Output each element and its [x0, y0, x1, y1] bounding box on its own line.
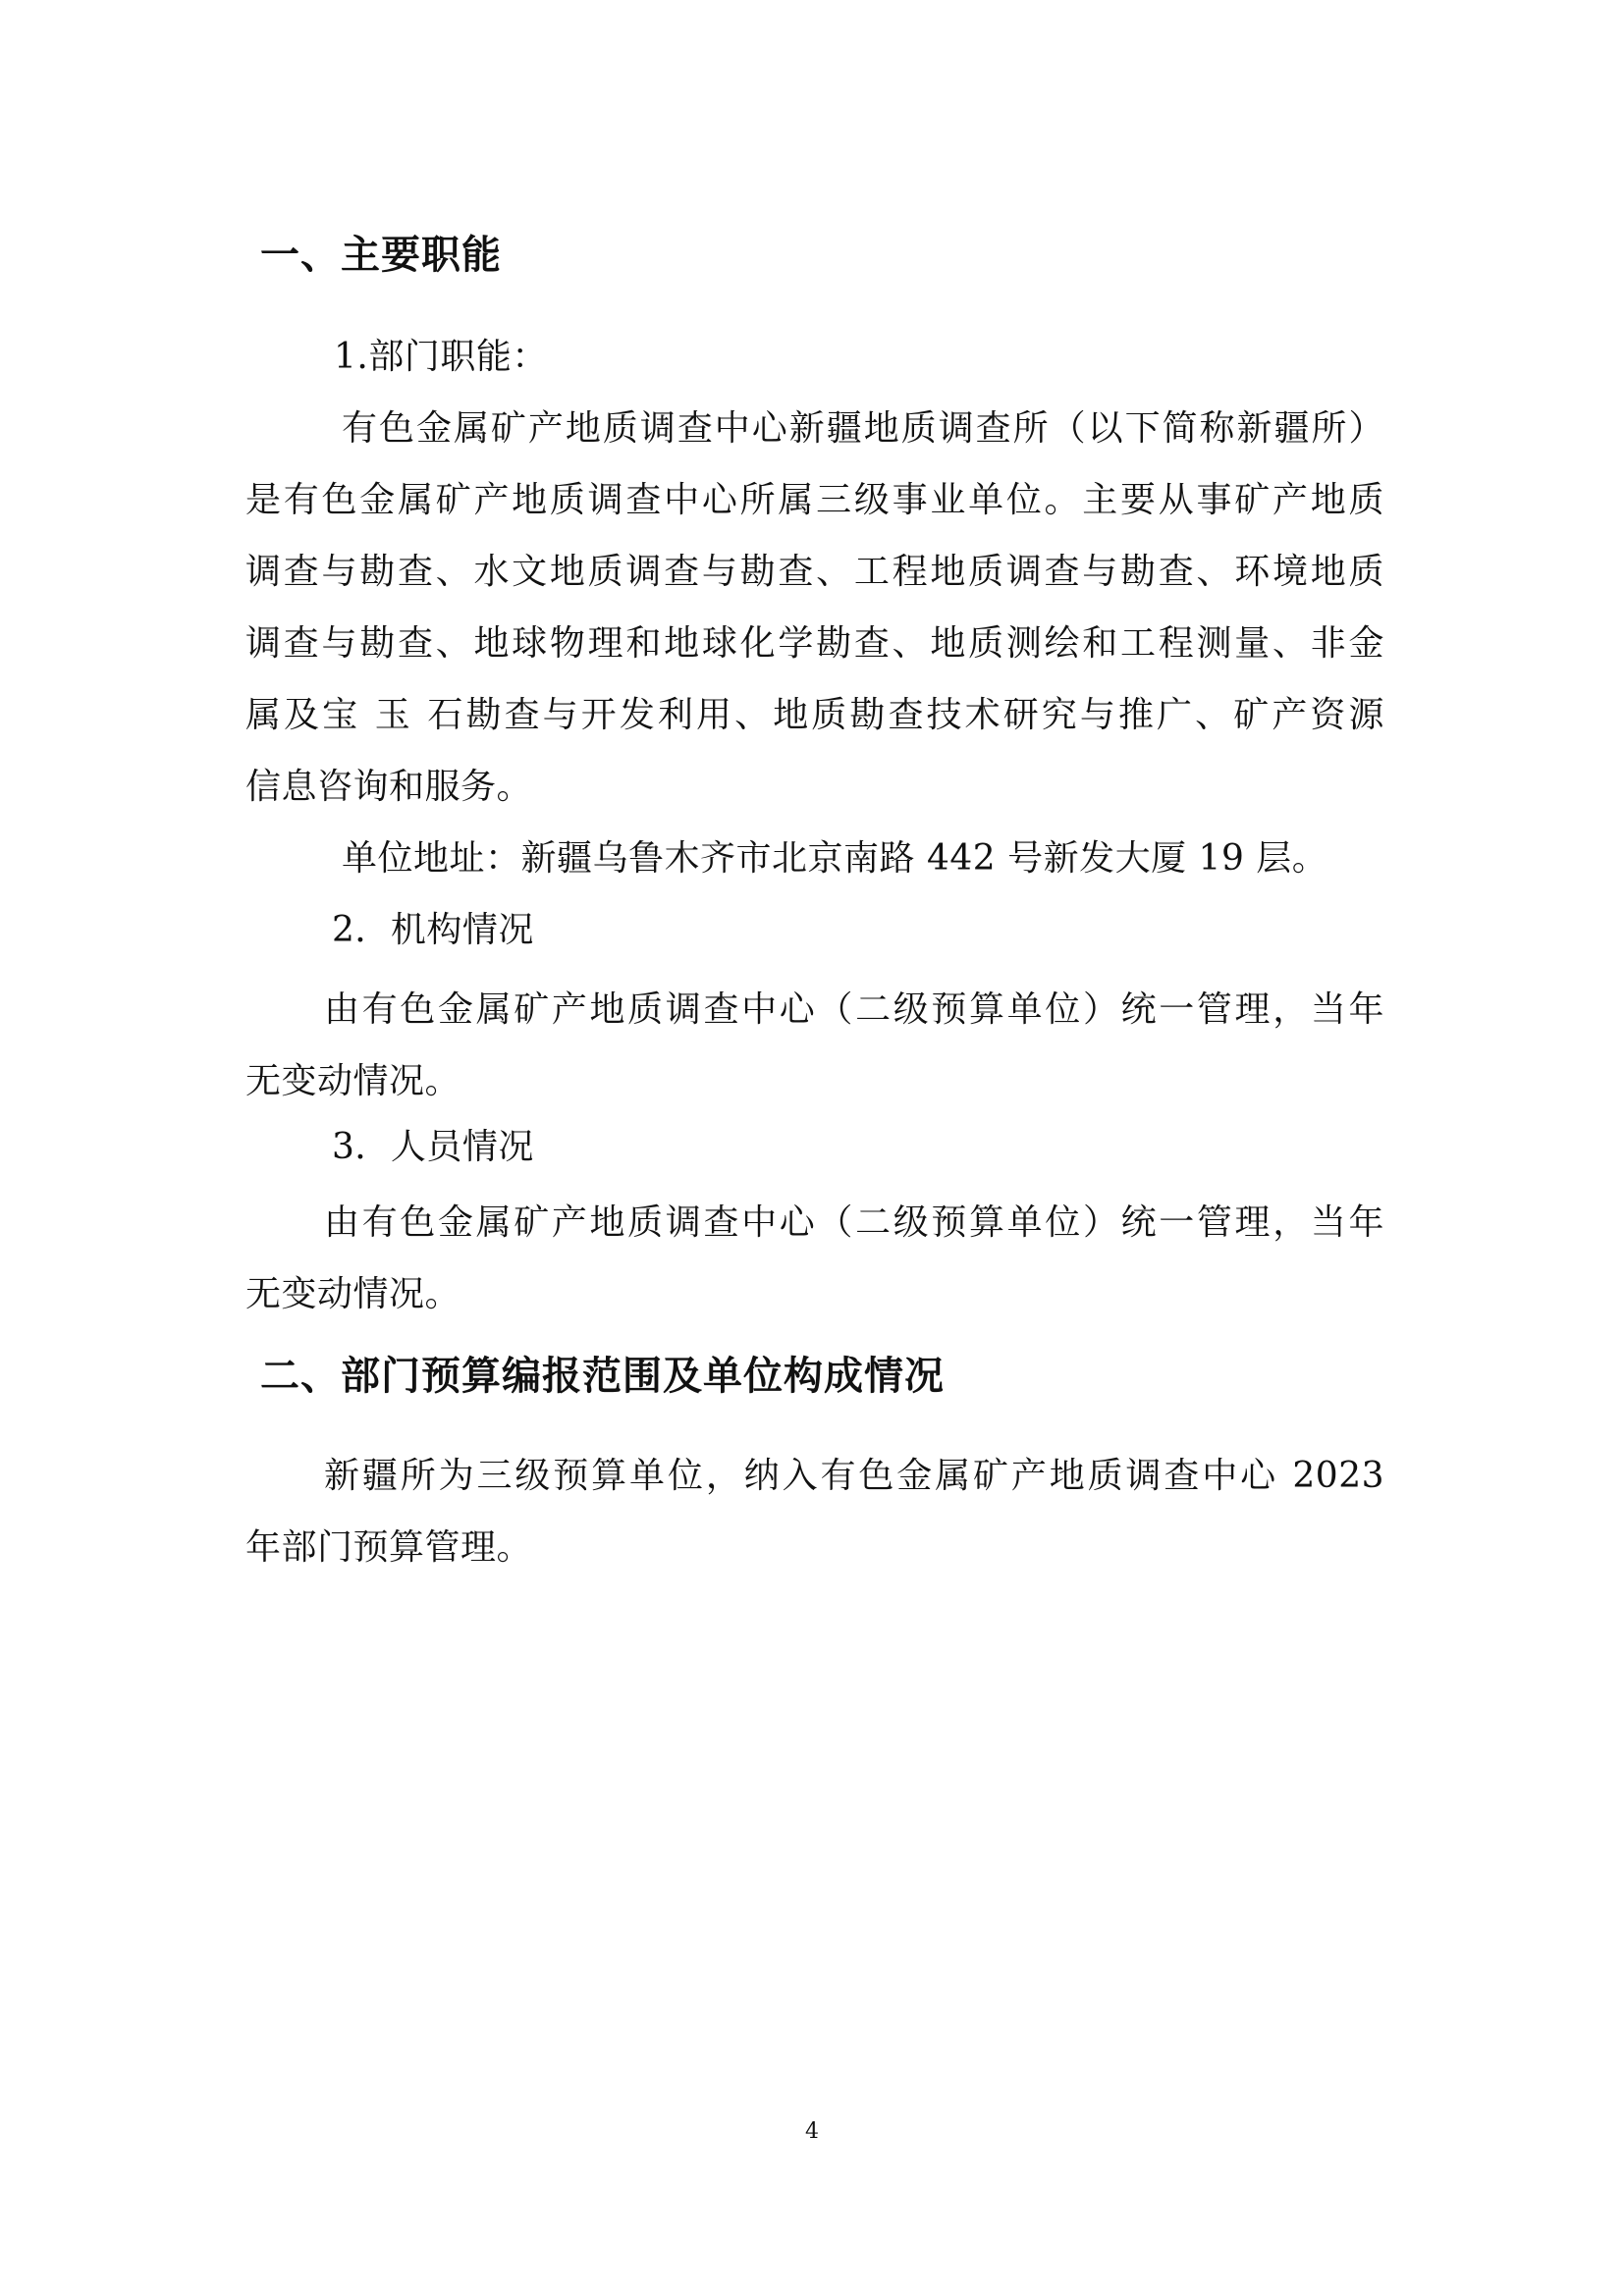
subsection-title-organization: 2．机构情况	[332, 910, 534, 950]
paragraph-line: 调查与勘查、水文地质调查与勘查、工程地质调查与勘查、环境地质	[245, 552, 1384, 592]
subsection-title-personnel: 3．人员情况	[332, 1127, 534, 1167]
paragraph-line: 由有色金属矿产地质调查中心（二级预算单位）统一管理，当年	[324, 989, 1384, 1030]
paragraph-line: 是有色金属矿产地质调查中心所属三级事业单位。主要从事矿产地质	[245, 480, 1384, 520]
subsection-title-department-functions: 1.部门职能：	[334, 337, 548, 377]
paragraph-line: 新疆所为三级预算单位，纳入有色金属矿产地质调查中心 2023	[324, 1456, 1384, 1496]
paragraph-line: 无变动情况。	[245, 1061, 461, 1101]
address-line: 单位地址：新疆乌鲁木齐市北京南路 442 号新发大厦 19 层。	[342, 838, 1328, 879]
paragraph-line: 有色金属矿产地质调查中心新疆地质调查所（以下简称新疆所）	[342, 408, 1384, 449]
paragraph-line: 无变动情况。	[245, 1274, 461, 1314]
paragraph-line: 年部门预算管理。	[245, 1527, 533, 1568]
paragraph-line: 属及宝 玉 石勘查与开发利用、地质勘查技术研究与推广、矿产资源	[245, 695, 1384, 735]
paragraph-line: 由有色金属矿产地质调查中心（二级预算单位）统一管理，当年	[324, 1202, 1384, 1243]
section-heading-budget-scope: 二、部门预算编报范围及单位构成情况	[260, 1354, 945, 1399]
section-heading-main-functions: 一、主要职能	[260, 233, 502, 278]
page-number: 4	[805, 2119, 819, 2144]
paragraph-line: 信息咨询和服务。	[245, 767, 533, 807]
paragraph-line: 调查与勘查、地球物理和地球化学勘查、地质测绘和工程测量、非金	[245, 623, 1384, 664]
